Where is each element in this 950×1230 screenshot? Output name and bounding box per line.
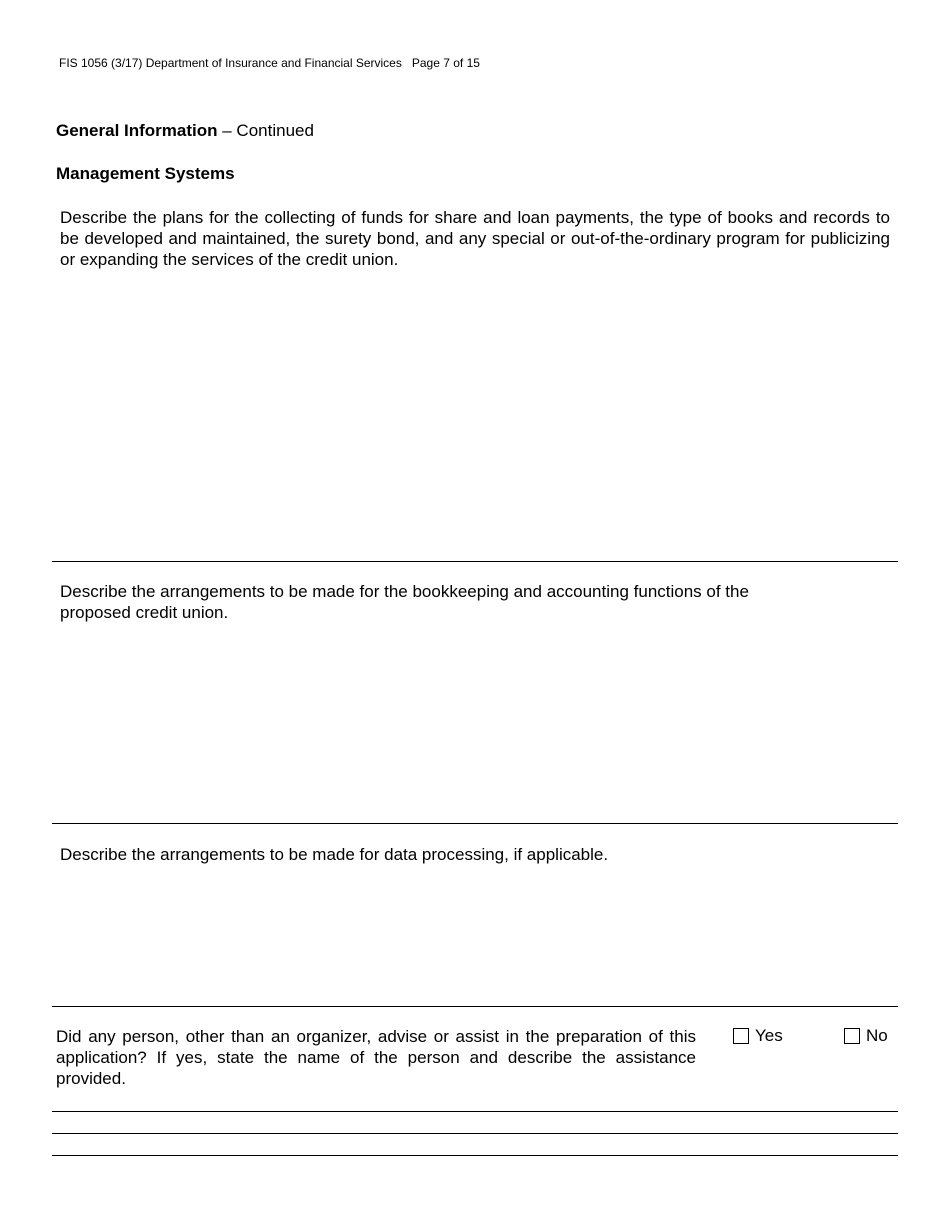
answer-underline (52, 1155, 898, 1156)
answer-underline (52, 1111, 898, 1112)
question-collecting-funds-answer-area[interactable] (56, 272, 896, 557)
assistance-answer-line-3[interactable] (52, 1136, 898, 1154)
question-data-processing-answer-area[interactable] (56, 870, 896, 1000)
assistance-answer-line-1[interactable] (52, 1092, 898, 1110)
section-title-bold: General Information (56, 121, 218, 140)
form-id: FIS 1056 (3/17) Department of Insurance and Financial Services (59, 56, 402, 70)
question-bookkeeping-prompt: Describe the arrangements to be made for the bookkeeping and accounting functions of the proposed credit union. (60, 582, 749, 622)
divider (52, 561, 898, 562)
question-assistance-prompt: Did any person, other than an organizer, advise or assist in the preparation of this application? If yes, state the name of the person and describe the assistance provided. (56, 1027, 696, 1088)
assistance-answer-line-2[interactable] (52, 1114, 898, 1132)
no-label: No (866, 1026, 888, 1045)
section-title-continued: – Continued (217, 121, 314, 140)
subsection-title: Management Systems (56, 164, 235, 183)
section-title (56, 121, 314, 141)
no-checkbox[interactable] (844, 1028, 860, 1044)
yes-option[interactable] (733, 1026, 783, 1046)
divider (52, 823, 898, 824)
no-option[interactable] (844, 1026, 888, 1046)
divider (52, 1006, 898, 1007)
answer-underline (52, 1133, 898, 1134)
yes-label: Yes (755, 1026, 783, 1045)
yes-checkbox[interactable] (733, 1028, 749, 1044)
question-data-processing-prompt: Describe the arrangements to be made for data processing, if applicable. (60, 845, 609, 864)
page-number: Page 7 of 15 (411, 56, 480, 70)
question-bookkeeping-answer-area[interactable] (56, 628, 896, 818)
question-collecting-funds-prompt: Describe the plans for the collecting of funds for share and loan payments, the type of books and records to be developed and maintained, the surety bond, and any special or out-of-the-ordinary program for publicizing or expanding the services of the credit union. (60, 208, 890, 269)
form-header (59, 56, 480, 70)
